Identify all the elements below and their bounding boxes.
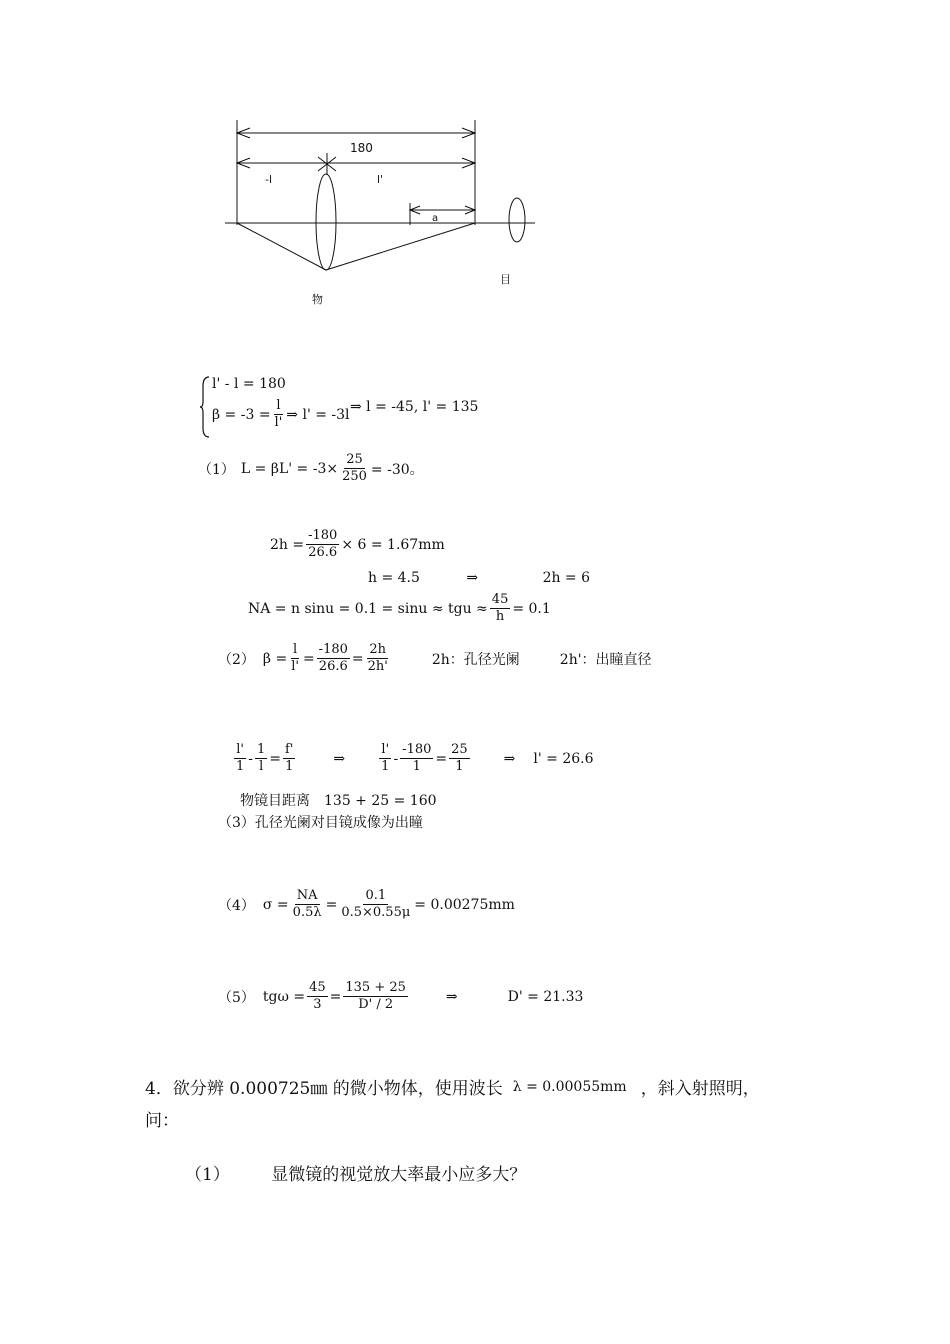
fraction-numerator: 25 [451,742,468,757]
equals-sign: = [329,988,342,1005]
fraction-numerator: NA [296,888,318,903]
equation-3a-fraction-1 [234,742,246,775]
equation-3a-fraction-5 [400,742,433,775]
fraction-numerator: 1 [257,742,266,757]
system-fraction [273,398,285,431]
equation-2b [368,570,590,586]
fraction-numerator: l [276,398,281,413]
equation-2d [218,642,652,675]
fraction-denominator: 26.6 [308,545,338,560]
equation-2a [270,528,445,561]
equals-sign: = [269,750,282,767]
equation-1-fraction [340,452,369,485]
diagram-total-length: 180 [350,141,373,155]
diagram-label-eyepiece: 目 [500,273,511,286]
problem-4-line-1 [145,1074,760,1099]
equation-2a-rhs: × 6 = 1.67mm [341,536,445,553]
problem-4-text-tail: ，斜入射照明， [640,1079,760,1099]
equals-sign: = [302,650,315,667]
equation-2d-lhs: β = [262,650,288,667]
diagram-small-segment: a [432,213,439,224]
equation-4-rhs: = 0.00275mm [414,896,515,913]
equation-3a-fraction-4 [379,742,391,775]
minus-sign: - [393,750,399,767]
implies-arrow: ⇒ [445,988,458,1005]
fraction-numerator: f' [285,742,294,757]
fraction-denominator: 1 [381,759,390,774]
equation-2a-lhs: 2h = [270,536,305,553]
equation-5-lhs: tgω = [262,988,306,1005]
fraction-numerator: 135 + 25 [345,980,406,995]
equals-sign: = [325,896,338,913]
minus-sign: - [248,750,254,767]
fraction-numerator: l' [381,742,390,757]
question-1-number: （1） [185,1165,230,1185]
fraction-denominator: 3 [313,997,322,1012]
equation-3a [232,742,594,775]
equation-2c [248,592,551,625]
fraction-denominator: 1 [455,759,464,774]
diagram-left-segment: -l [265,173,273,186]
equation-5-rhs: D' = 21.33 [507,988,584,1005]
equation-2d-fraction-2 [317,642,350,675]
fraction-numerator: 45 [491,592,509,607]
equation-5-fraction-2 [343,980,408,1013]
fraction-denominator: 26.6 [318,659,348,674]
fraction-numerator: l' [236,742,244,757]
equation-2b-rhs: 2h = 6 [542,570,591,586]
system-line-2-text: β = -3 = [212,406,271,423]
fraction-denominator: l' [291,659,299,674]
equation-2d-note-aperture: 2h：孔径光阑 [431,651,520,668]
equation-1-lhs: L = βL' = -3× [240,460,339,477]
equation-3b: 物镜目距离 135 + 25 = 160 [240,793,437,809]
equation-5-fraction-1 [307,980,328,1013]
optical-diagram [220,115,540,315]
fraction-denominator: 0.5×0.55μ [341,905,411,920]
equation-3a-fraction-2 [255,742,267,775]
equation-3a-fraction-6 [449,742,470,775]
fraction-numerator: 45 [309,980,326,995]
equation-5 [218,980,583,1013]
fraction-denominator: h [495,609,505,624]
problem-4-text: 4．欲分辨 0.000725㎜ 的微小物体，使用波长 [145,1079,503,1099]
fraction-numerator: 25 [346,452,363,467]
equation-3a-fraction-3 [283,742,295,775]
problem-4-wavelength: λ = 0.00055mm [512,1078,627,1095]
implies-arrow: ⇒ [466,570,479,586]
fraction-denominator: 0.5λ [292,905,322,920]
equation-2b-lhs: h = 4.5 [368,570,420,586]
fraction-denominator: 1 [412,759,421,774]
implies-arrow: ⇒ [503,750,516,767]
fraction-denominator: D' / 2 [358,997,394,1012]
system-result: ⇒ l = -45, l' = 135 [350,399,479,415]
equation-4-fraction-2 [339,888,412,921]
equation-2a-fraction [306,528,339,561]
diagram-right-segment: l' [377,173,384,186]
equation-1 [198,452,424,485]
brace-icon [200,376,210,438]
fraction-denominator: 1 [285,759,294,774]
equation-2d-fraction-3 [366,642,390,675]
fraction-numerator: l [292,642,298,657]
equation-2d-note-exit-pupil: 2h'：出瞳直径 [559,651,652,668]
question-1-text: 显微镜的视觉放大率最小应多大？ [271,1165,527,1185]
system-line-2-tail: ⇒ l' = -3l [286,406,350,423]
implies-arrow: ⇒ [333,750,346,767]
fraction-denominator: 1 [236,759,245,774]
diagram-label-objective: 物 [312,293,323,306]
equals-sign: = [435,750,448,767]
equation-2-label: （2） [218,651,255,668]
equation-4-label: （4） [218,897,255,914]
problem-4-line-2: 问： [145,1111,179,1131]
fraction-denominator: l [259,759,264,774]
equation-2c-rhs: = 0.1 [512,600,551,617]
fraction-numerator: 2h [369,642,387,657]
equation-4 [218,888,515,921]
fraction-numerator: -180 [308,528,338,543]
question-1 [185,1160,526,1185]
equation-2c-lhs: NA = n sinu = 0.1 = sinu ≈ tgu ≈ [248,600,488,617]
equation-2d-fraction-1 [289,642,301,675]
equals-sign: = [351,650,364,667]
system-line-1: l' - l = 180 [212,376,286,392]
system-line-2 [212,398,350,431]
equation-1-rhs: = -30。 [370,461,424,478]
fraction-denominator: 2h' [367,659,388,674]
equation-2c-fraction [490,592,511,625]
equation-5-label: （5） [218,989,255,1006]
equation-4-lhs: σ = [262,896,289,913]
equation-3c: （3）孔径光阑对目镜成像为出瞳 [218,815,423,831]
equation-4-fraction-1 [291,888,324,921]
equation-1-label: （1） [198,461,235,478]
fraction-numerator: -180 [402,742,432,757]
fraction-denominator: 250 [342,469,367,484]
equation-3a-result: l' = 26.6 [533,750,594,767]
fraction-numerator: 0.1 [365,888,387,903]
fraction-denominator: l' [274,415,283,430]
fraction-numerator: -180 [318,642,348,657]
